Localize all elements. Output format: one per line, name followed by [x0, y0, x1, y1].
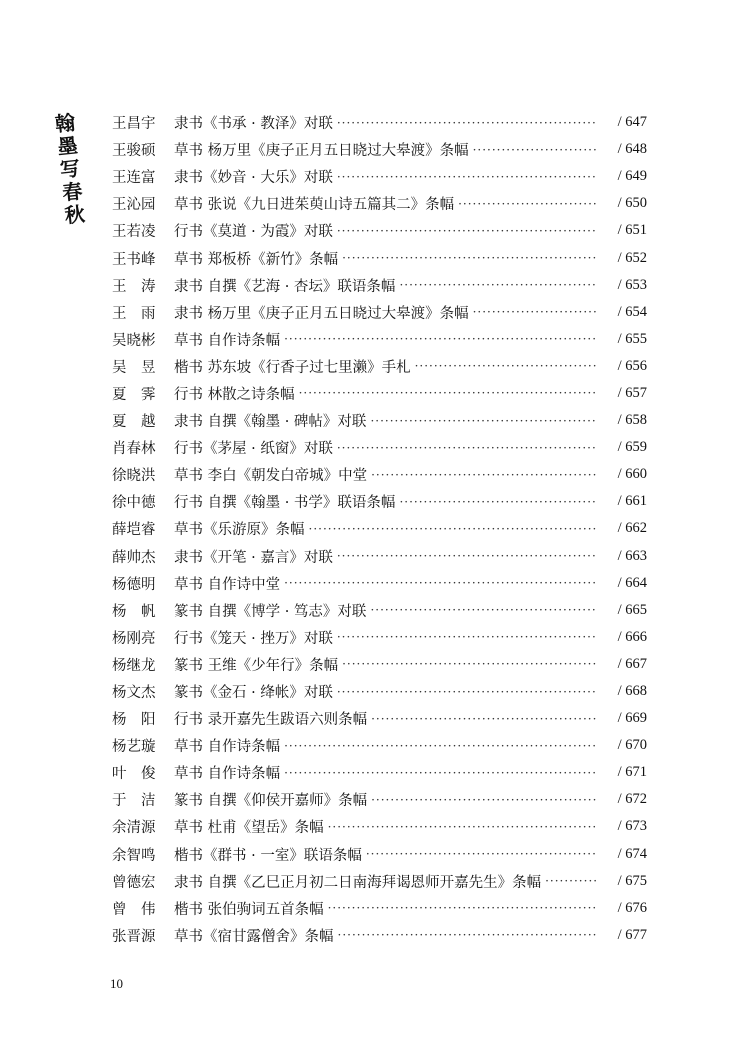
work-title: 楷书《群书 · 一室》联语条幅 — [174, 847, 362, 864]
artist-name: 王连富 — [112, 170, 156, 187]
artist-name: 徐中德 — [112, 495, 156, 512]
work-title: 篆书 自撰《仰侯开嘉师》条幅 — [174, 793, 368, 810]
artist-name: 叶 俊 — [112, 766, 156, 783]
toc-entry[interactable] — [112, 732, 647, 759]
work-title: 草书 郑板桥《新竹》条幅 — [174, 251, 339, 268]
dot-leader — [399, 495, 597, 509]
page-reference: / 652 — [617, 249, 647, 266]
artist-name: 杨文杰 — [112, 685, 156, 702]
page-reference: / 653 — [617, 276, 647, 293]
artist-name: 薛帅杰 — [112, 549, 156, 566]
work-title: 楷书 苏东坡《行香子过七里濑》手札 — [174, 359, 411, 376]
toc-entry[interactable] — [112, 895, 647, 922]
page-reference: / 651 — [617, 222, 647, 239]
toc-entry[interactable] — [112, 868, 647, 895]
toc-entry[interactable] — [112, 244, 647, 271]
page-reference: / 663 — [617, 547, 647, 564]
page-reference: / 650 — [617, 195, 647, 212]
dot-leader — [337, 630, 597, 644]
page-reference: / 673 — [617, 818, 647, 835]
artist-name: 王沁园 — [112, 197, 156, 214]
dot-leader — [370, 603, 597, 617]
artist-name: 于 洁 — [112, 793, 156, 810]
toc-entry[interactable] — [112, 651, 647, 678]
page-reference: / 659 — [617, 439, 647, 456]
artist-name: 王若凌 — [112, 224, 156, 241]
dot-leader — [337, 441, 597, 455]
toc-entry[interactable] — [112, 624, 647, 651]
toc-entry[interactable] — [112, 515, 647, 542]
toc-entry[interactable] — [112, 299, 647, 326]
artist-name: 夏 越 — [112, 414, 156, 431]
dot-leader — [371, 468, 597, 482]
work-title: 隶书《书承 · 教泽》对联 — [174, 116, 333, 133]
page-reference: / 670 — [617, 737, 647, 754]
dot-leader — [370, 414, 597, 428]
page-reference: / 669 — [617, 710, 647, 727]
work-title: 篆书《金石 · 绛帐》对联 — [174, 685, 333, 702]
running-head-char: 翰 — [53, 110, 77, 137]
work-title: 隶书 自撰《艺海 · 杏坛》联语条幅 — [174, 278, 396, 295]
dot-leader — [338, 928, 598, 942]
toc-entry[interactable] — [112, 570, 647, 597]
work-title: 隶书《妙音 · 大乐》对联 — [174, 170, 333, 187]
toc-entry[interactable] — [112, 786, 647, 813]
artist-name: 王昌宇 — [112, 116, 156, 133]
dot-leader — [371, 712, 597, 726]
toc-entry[interactable] — [112, 109, 647, 136]
work-title: 行书《茅屋 · 纸窗》对联 — [174, 441, 333, 458]
running-head-char: 墨 — [56, 133, 79, 160]
dot-leader — [337, 549, 597, 563]
toc-entry[interactable] — [112, 543, 647, 570]
dot-leader — [328, 901, 597, 915]
toc-entry[interactable] — [112, 217, 647, 244]
dot-leader — [337, 224, 597, 238]
toc-entry[interactable] — [112, 705, 647, 732]
running-head-char: 秋 — [63, 201, 86, 228]
table-of-contents — [112, 109, 647, 949]
page-reference: / 658 — [617, 412, 647, 429]
dot-leader — [299, 386, 597, 400]
work-title: 行书《莫道 · 为霞》对联 — [174, 224, 333, 241]
toc-entry[interactable] — [112, 488, 647, 515]
page-reference: / 664 — [617, 574, 647, 591]
work-title: 草书《乐游原》条幅 — [174, 522, 305, 539]
work-title: 楷书 张伯驹词五首条幅 — [174, 901, 324, 918]
artist-name: 杨德明 — [112, 576, 156, 593]
page-reference: / 654 — [617, 303, 647, 320]
dot-leader — [399, 278, 597, 292]
toc-entry[interactable] — [112, 353, 647, 380]
artist-name: 杨艺璇 — [112, 739, 156, 756]
work-title: 隶书 自撰《翰墨 · 碑帖》对联 — [174, 414, 367, 431]
dot-leader — [309, 522, 598, 536]
work-title: 草书 杜甫《望岳》条幅 — [174, 820, 324, 837]
work-title: 篆书 自撰《博学 · 笃志》对联 — [174, 603, 367, 620]
dot-leader — [473, 143, 597, 157]
work-title: 行书 录开嘉先生跋语六则条幅 — [174, 712, 368, 729]
artist-name: 余清源 — [112, 820, 156, 837]
artist-name: 王骏硕 — [112, 143, 156, 160]
page-reference: / 676 — [617, 899, 647, 916]
artist-name: 徐晓洪 — [112, 468, 156, 485]
toc-entry[interactable] — [112, 407, 647, 434]
page-reference: / 660 — [617, 466, 647, 483]
dot-leader — [473, 305, 597, 319]
page-reference: / 674 — [617, 845, 647, 862]
toc-entry[interactable] — [112, 759, 647, 786]
toc-entry[interactable] — [112, 461, 647, 488]
dot-leader — [545, 874, 597, 888]
toc-entry[interactable] — [112, 813, 647, 840]
dot-leader — [337, 685, 597, 699]
work-title: 草书《宿甘露僧舍》条幅 — [174, 928, 334, 945]
dot-leader — [342, 251, 597, 265]
dot-leader — [366, 847, 597, 861]
page-reference: / 657 — [617, 384, 647, 401]
work-title: 行书 自撰《翰墨 · 书学》联语条幅 — [174, 495, 396, 512]
page-reference: / 668 — [617, 683, 647, 700]
toc-entry[interactable] — [112, 190, 647, 217]
artist-name: 肖春林 — [112, 441, 156, 458]
toc-entry[interactable] — [112, 380, 647, 407]
work-title: 隶书 杨万里《庚子正月五日晓过大皋渡》条幅 — [174, 305, 469, 322]
dot-leader — [458, 197, 597, 211]
toc-entry[interactable] — [112, 597, 647, 624]
page-reference: / 661 — [617, 493, 647, 510]
toc-entry[interactable] — [112, 678, 647, 705]
work-title: 草书 张说《九日进茱萸山诗五篇其二》条幅 — [174, 197, 455, 214]
toc-entry[interactable] — [112, 272, 647, 299]
toc-entry[interactable] — [112, 922, 647, 949]
running-head-char: 写 — [58, 156, 82, 182]
running-head-vertical — [52, 111, 88, 228]
work-title: 草书 自作诗条幅 — [174, 332, 281, 349]
dot-leader — [284, 332, 597, 346]
dot-leader — [284, 766, 597, 780]
dot-leader — [371, 793, 597, 807]
page-reference: / 655 — [617, 330, 647, 347]
artist-name: 杨刚亮 — [112, 630, 156, 647]
dot-leader — [328, 820, 597, 834]
page-reference: / 677 — [617, 926, 647, 943]
work-title: 行书《笼天 · 挫万》对联 — [174, 630, 333, 647]
page-reference: / 648 — [617, 141, 647, 158]
page-reference: / 666 — [617, 628, 647, 645]
dot-leader — [337, 170, 597, 184]
dot-leader — [415, 359, 597, 373]
page-reference: / 649 — [617, 168, 647, 185]
artist-name: 王 雨 — [112, 305, 156, 322]
artist-name: 王书峰 — [112, 251, 156, 268]
page-reference: / 662 — [617, 520, 647, 537]
artist-name: 薛垲睿 — [112, 522, 156, 539]
artist-name: 曾德宏 — [112, 874, 156, 891]
toc-entry[interactable] — [112, 841, 647, 868]
work-title: 草书 自作诗条幅 — [174, 766, 281, 783]
work-title: 草书 自作诗中堂 — [174, 576, 281, 593]
artist-name: 杨继龙 — [112, 657, 156, 674]
work-title: 隶书 自撰《乙巳正月初二日南海拜谒恩师开嘉先生》条幅 — [174, 874, 542, 891]
artist-name: 曾 伟 — [112, 901, 156, 918]
artist-name: 余智鸣 — [112, 847, 156, 864]
toc-entry[interactable] — [112, 326, 647, 353]
work-title: 草书 自作诗条幅 — [174, 739, 281, 756]
artist-name: 张晋源 — [112, 928, 156, 945]
page-reference: / 647 — [617, 114, 647, 131]
artist-name: 杨 帆 — [112, 603, 156, 620]
work-title: 草书 杨万里《庚子正月五日晓过大皋渡》条幅 — [174, 143, 469, 160]
toc-entry[interactable] — [112, 434, 647, 461]
artist-name: 吴 昱 — [112, 359, 156, 376]
dot-leader — [337, 116, 597, 130]
page-reference: / 675 — [617, 872, 647, 889]
dot-leader — [284, 576, 597, 590]
artist-name: 王 涛 — [112, 278, 156, 295]
work-title: 行书 林散之诗条幅 — [174, 386, 295, 403]
artist-name: 夏 霁 — [112, 386, 156, 403]
page-number: 10 — [110, 976, 123, 991]
work-title: 草书 李白《朝发白帝城》中堂 — [174, 468, 368, 485]
toc-entry[interactable] — [112, 163, 647, 190]
page-reference: / 671 — [617, 764, 647, 781]
running-head-char: 春 — [61, 178, 84, 205]
page-reference: / 672 — [617, 791, 647, 808]
work-title: 隶书《开笔 · 嘉言》对联 — [174, 549, 333, 566]
artist-name: 杨 阳 — [112, 712, 156, 729]
dot-leader — [342, 657, 597, 671]
artist-name: 吴晓彬 — [112, 332, 156, 349]
page-reference: / 665 — [617, 601, 647, 618]
work-title: 篆书 王维《少年行》条幅 — [174, 657, 339, 674]
toc-entry[interactable] — [112, 136, 647, 163]
page-reference: / 667 — [617, 655, 647, 672]
dot-leader — [284, 739, 597, 753]
page-reference: / 656 — [617, 357, 647, 374]
